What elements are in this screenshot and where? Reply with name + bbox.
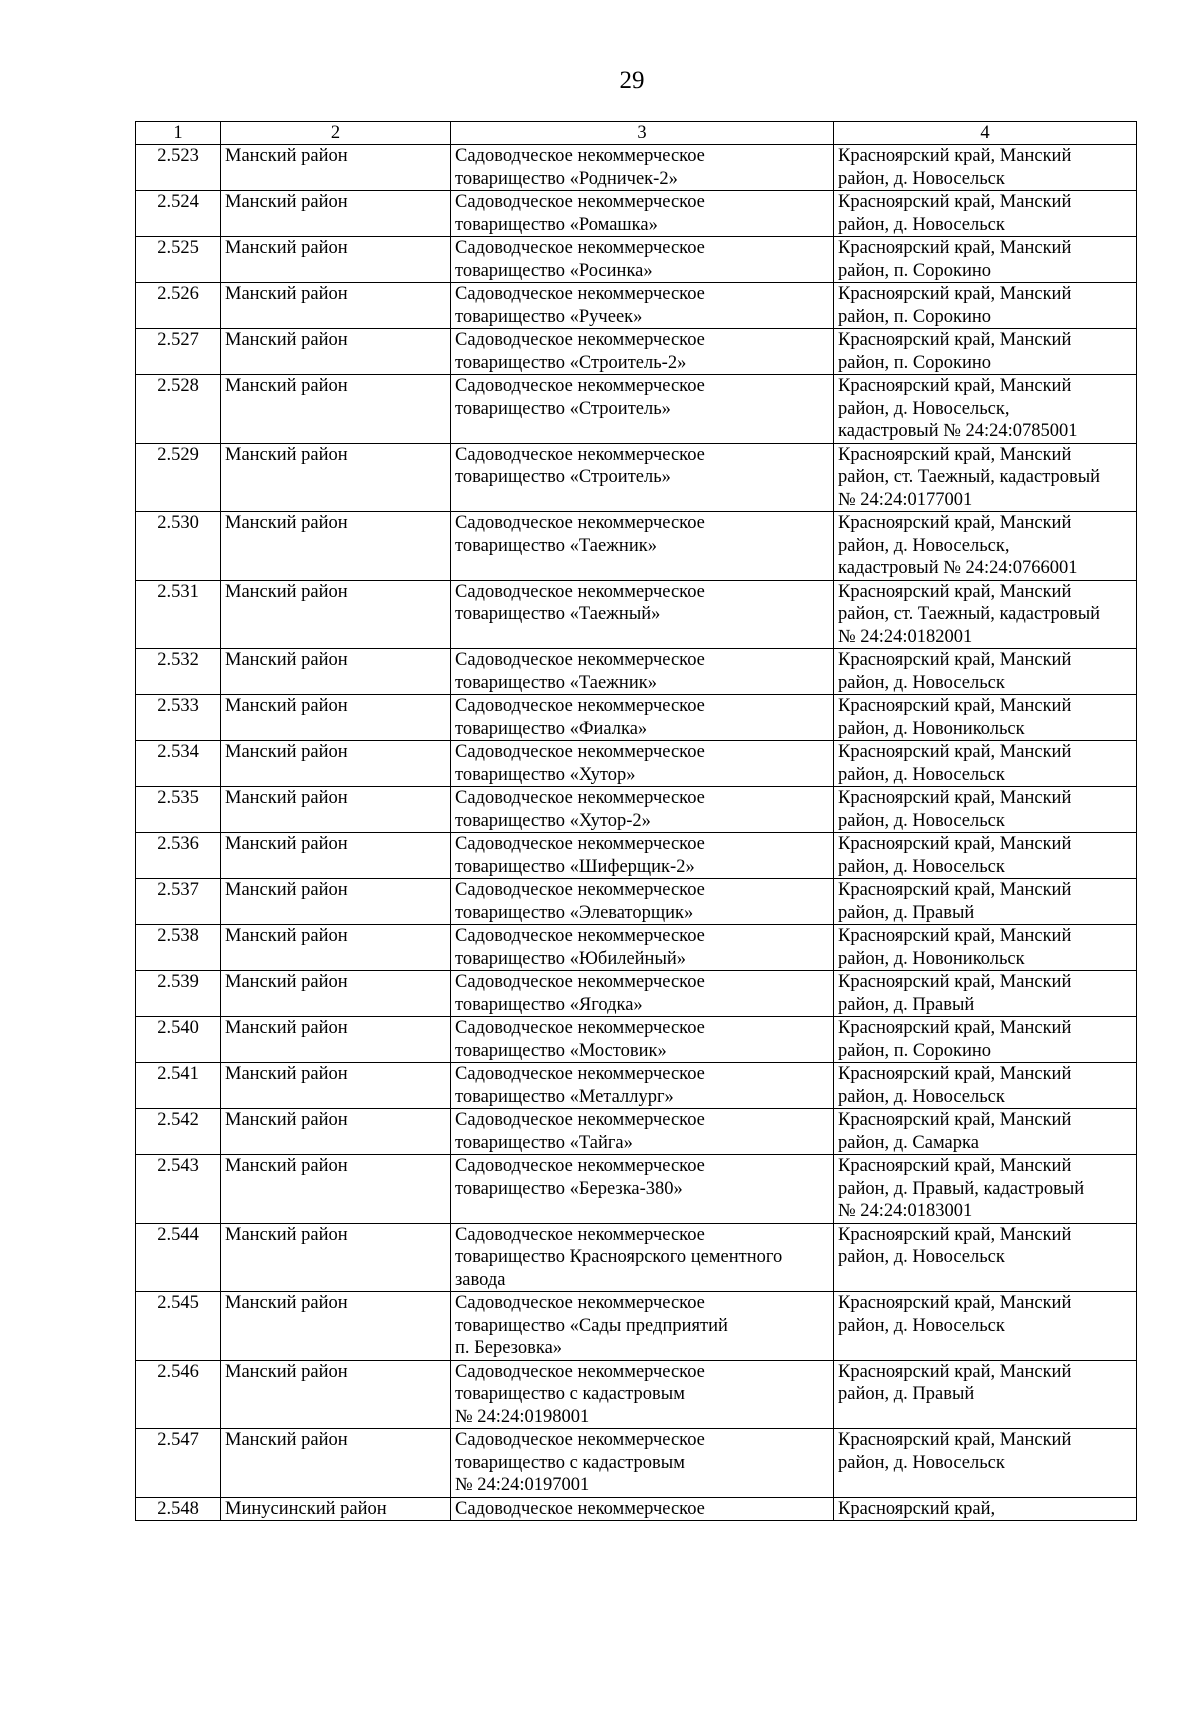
table-row [136,925,1137,971]
district-cell: Манский район [221,833,451,879]
row-number-cell: 2.539 [136,971,221,1017]
address-cell: Красноярский край, Манский район, ст. Таежный, кадастровый № 24:24:0177001 [834,443,1137,512]
district-cell: Манский район [221,145,451,191]
district-cell: Манский район [221,1109,451,1155]
table-row [136,649,1137,695]
organization-name-cell: Садоводческое некоммерческое товарищество «Тайга» [451,1109,834,1155]
row-number-cell: 2.532 [136,649,221,695]
organization-name-cell: Садоводческое некоммерческое товарищество Красноярского цементного завода [451,1223,834,1292]
row-number-cell: 2.526 [136,283,221,329]
address-cell: Красноярский край, Манский район, д. Новосельск [834,1063,1137,1109]
header-row [136,122,1137,145]
row-number-cell: 2.533 [136,695,221,741]
column-header-name: 3 [451,122,834,145]
table-row [136,1292,1137,1361]
registry-table [135,121,1137,1521]
row-number-cell: 2.531 [136,580,221,649]
district-cell: Манский район [221,787,451,833]
address-cell: Красноярский край, [834,1497,1137,1521]
district-cell: Манский район [221,649,451,695]
address-cell: Красноярский край, Манский район, д. Новоникольск [834,695,1137,741]
address-cell: Красноярский край, Манский район, п. Сорокино [834,237,1137,283]
organization-name-cell: Садоводческое некоммерческое товарищество «Элеваторщик» [451,879,834,925]
row-number-cell: 2.527 [136,329,221,375]
organization-name-cell: Садоводческое некоммерческое товарищество «Строитель-2» [451,329,834,375]
row-number-cell: 2.529 [136,443,221,512]
organization-name-cell: Садоводческое некоммерческое товарищество «Хутор-2» [451,787,834,833]
address-cell: Красноярский край, Манский район, п. Сорокино [834,329,1137,375]
row-number-cell: 2.523 [136,145,221,191]
table-row [136,741,1137,787]
table-row [136,580,1137,649]
row-number-cell: 2.547 [136,1429,221,1498]
organization-name-cell: Садоводческое некоммерческое [451,1497,834,1521]
row-number-cell: 2.541 [136,1063,221,1109]
organization-name-cell: Садоводческое некоммерческое товарищество «Юбилейный» [451,925,834,971]
table-row [136,283,1137,329]
row-number-cell: 2.543 [136,1155,221,1224]
organization-name-cell: Садоводческое некоммерческое товарищество «Мостовик» [451,1017,834,1063]
district-cell: Манский район [221,1155,451,1224]
row-number-cell: 2.534 [136,741,221,787]
column-header-number: 1 [136,122,221,145]
district-cell: Манский район [221,879,451,925]
district-cell: Минусинский район [221,1497,451,1521]
organization-name-cell: Садоводческое некоммерческое товарищество с кадастровым № 24:24:0198001 [451,1360,834,1429]
table-row [136,1360,1137,1429]
row-number-cell: 2.540 [136,1017,221,1063]
district-cell: Манский район [221,1063,451,1109]
address-cell: Красноярский край, Манский район, д. Новоникольск [834,925,1137,971]
table-row [136,1109,1137,1155]
table-row [136,971,1137,1017]
organization-name-cell: Садоводческое некоммерческое товарищество «Строитель» [451,375,834,444]
district-cell: Манский район [221,971,451,1017]
table-row [136,879,1137,925]
district-cell: Манский район [221,237,451,283]
district-cell: Манский район [221,375,451,444]
address-cell: Красноярский край, Манский район, д. Новосельск, кадастровый № 24:24:0766001 [834,512,1137,581]
address-cell: Красноярский край, Манский район, д. Новосельск [834,833,1137,879]
address-cell: Красноярский край, Манский район, д. Новосельск [834,145,1137,191]
address-cell: Красноярский край, Манский район, д. Правый, кадастровый № 24:24:0183001 [834,1155,1137,1224]
organization-name-cell: Садоводческое некоммерческое товарищество «Таежник» [451,649,834,695]
row-number-cell: 2.528 [136,375,221,444]
table-row [136,329,1137,375]
address-cell: Красноярский край, Манский район, д. Правый [834,971,1137,1017]
table-header [136,122,1137,145]
address-cell: Красноярский край, Манский район, ст. Таежный, кадастровый № 24:24:0182001 [834,580,1137,649]
organization-name-cell: Садоводческое некоммерческое товарищество «Фиалка» [451,695,834,741]
table-row [136,145,1137,191]
address-cell: Красноярский край, Манский район, д. Новосельск [834,1292,1137,1361]
address-cell: Красноярский край, Манский район, п. Сорокино [834,1017,1137,1063]
organization-name-cell: Садоводческое некоммерческое товарищество «Родничек-2» [451,145,834,191]
table-row [136,191,1137,237]
address-cell: Красноярский край, Манский район, д. Новосельск [834,741,1137,787]
table-row [136,1497,1137,1521]
organization-name-cell: Садоводческое некоммерческое товарищество «Ручеек» [451,283,834,329]
row-number-cell: 2.545 [136,1292,221,1361]
address-cell: Красноярский край, Манский район, п. Сорокино [834,283,1137,329]
table-row [136,1017,1137,1063]
address-cell: Красноярский край, Манский район, д. Самарка [834,1109,1137,1155]
district-cell: Манский район [221,580,451,649]
row-number-cell: 2.538 [136,925,221,971]
organization-name-cell: Садоводческое некоммерческое товарищество «Хутор» [451,741,834,787]
row-number-cell: 2.525 [136,237,221,283]
row-number-cell: 2.546 [136,1360,221,1429]
organization-name-cell: Садоводческое некоммерческое товарищество «Росинка» [451,237,834,283]
district-cell: Манский район [221,283,451,329]
address-cell: Красноярский край, Манский район, д. Правый [834,1360,1137,1429]
table-row [136,375,1137,444]
district-cell: Манский район [221,1017,451,1063]
column-header-district: 2 [221,122,451,145]
organization-name-cell: Садоводческое некоммерческое товарищество «Ромашка» [451,191,834,237]
address-cell: Красноярский край, Манский район, д. Новосельск [834,1429,1137,1498]
district-cell: Манский район [221,1429,451,1498]
district-cell: Манский район [221,1223,451,1292]
table-row [136,443,1137,512]
organization-name-cell: Садоводческое некоммерческое товарищество «Таежный» [451,580,834,649]
table-row [136,1429,1137,1498]
district-cell: Манский район [221,741,451,787]
table-row [136,787,1137,833]
organization-name-cell: Садоводческое некоммерческое товарищество «Сады предприятий п. Березовка» [451,1292,834,1361]
district-cell: Манский район [221,329,451,375]
table-row [136,237,1137,283]
table-body [136,145,1137,1521]
table-row [136,512,1137,581]
address-cell: Красноярский край, Манский район, д. Новосельск [834,649,1137,695]
column-header-address: 4 [834,122,1137,145]
address-cell: Красноярский край, Манский район, д. Новосельск [834,787,1137,833]
district-cell: Манский район [221,443,451,512]
district-cell: Манский район [221,1360,451,1429]
organization-name-cell: Садоводческое некоммерческое товарищество с кадастровым № 24:24:0197001 [451,1429,834,1498]
row-number-cell: 2.537 [136,879,221,925]
organization-name-cell: Садоводческое некоммерческое товарищество «Шиферщик-2» [451,833,834,879]
organization-name-cell: Садоводческое некоммерческое товарищество «Металлург» [451,1063,834,1109]
row-number-cell: 2.536 [136,833,221,879]
organization-name-cell: Садоводческое некоммерческое товарищество «Березка-380» [451,1155,834,1224]
table-row [136,1155,1137,1224]
district-cell: Манский район [221,695,451,741]
organization-name-cell: Садоводческое некоммерческое товарищество «Таежник» [451,512,834,581]
row-number-cell: 2.542 [136,1109,221,1155]
district-cell: Манский район [221,925,451,971]
address-cell: Красноярский край, Манский район, д. Правый [834,879,1137,925]
row-number-cell: 2.548 [136,1497,221,1521]
organization-name-cell: Садоводческое некоммерческое товарищество «Ягодка» [451,971,834,1017]
district-cell: Манский район [221,1292,451,1361]
row-number-cell: 2.524 [136,191,221,237]
table-row [136,695,1137,741]
address-cell: Красноярский край, Манский район, д. Новосельск [834,191,1137,237]
district-cell: Манский район [221,191,451,237]
table-row [136,1063,1137,1109]
row-number-cell: 2.535 [136,787,221,833]
page-number: 29 [619,67,645,94]
table-row [136,833,1137,879]
table-row [136,1223,1137,1292]
district-cell: Манский район [221,512,451,581]
row-number-cell: 2.530 [136,512,221,581]
address-cell: Красноярский край, Манский район, д. Новосельск, кадастровый № 24:24:0785001 [834,375,1137,444]
row-number-cell: 2.544 [136,1223,221,1292]
address-cell: Красноярский край, Манский район, д. Новосельск [834,1223,1137,1292]
organization-name-cell: Садоводческое некоммерческое товарищество «Строитель» [451,443,834,512]
